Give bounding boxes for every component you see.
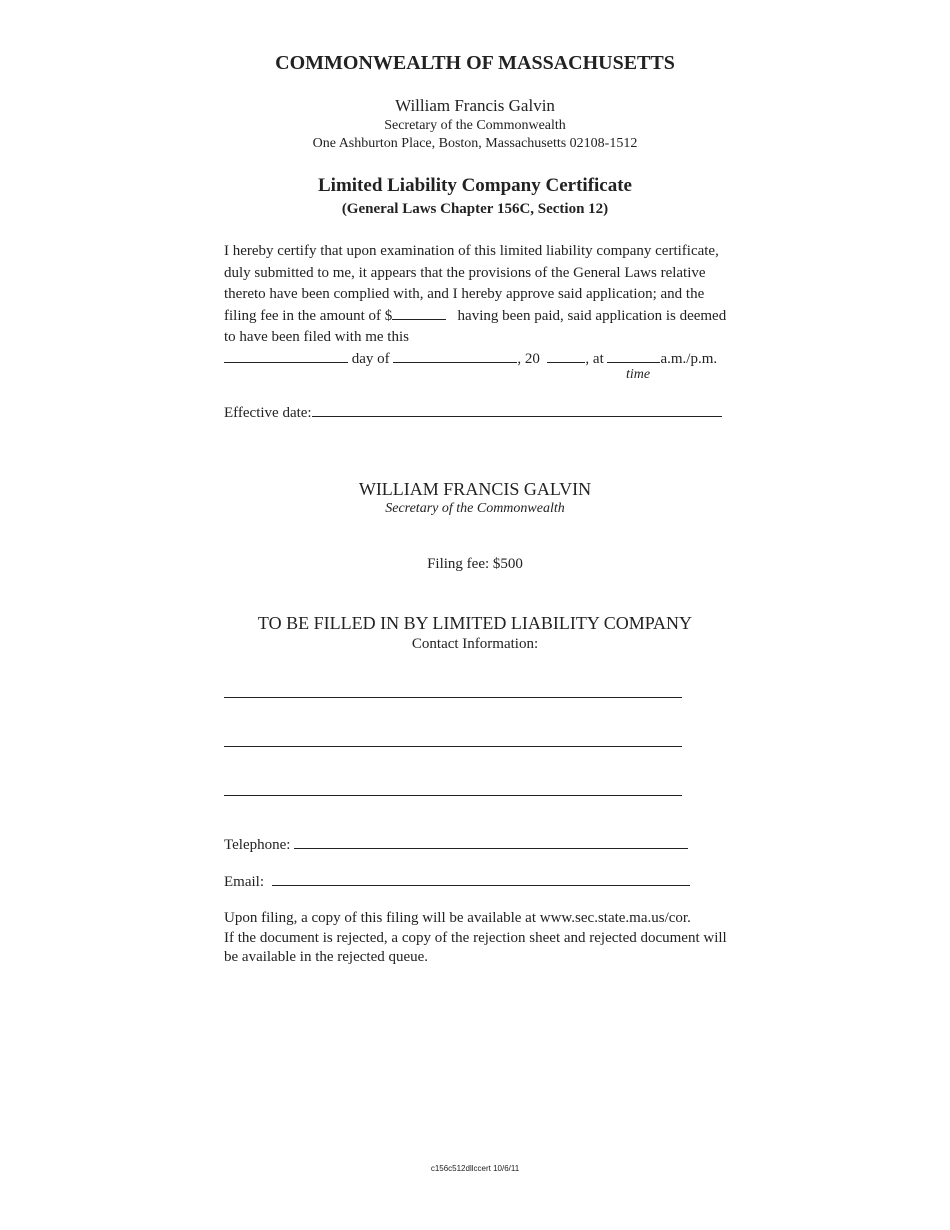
contact-line-1[interactable] xyxy=(224,697,682,698)
email-field[interactable] xyxy=(272,872,690,886)
telephone-field[interactable] xyxy=(294,835,688,849)
ampm-label: a.m./p.m. xyxy=(660,350,718,367)
contact-line-2[interactable] xyxy=(224,746,682,747)
certificate-subtitle: (General Laws Chapter 156C, Section 12) xyxy=(341,201,609,217)
certification-line: to have been filed with me this xyxy=(224,329,409,346)
certification-line: duly submitted to me, it appears that the provisions of the General Laws relative xyxy=(224,264,706,281)
time-blank[interactable] xyxy=(607,349,660,363)
at-label: , at xyxy=(585,350,604,367)
month-blank[interactable] xyxy=(393,349,517,363)
filing-fee: Filing fee: $500 xyxy=(427,556,523,572)
time-caption: time xyxy=(626,367,651,382)
effective-date-label: Effective date: xyxy=(224,405,312,421)
fee-amount-prefix: filing fee in the amount of $ xyxy=(224,307,393,324)
day-blank[interactable] xyxy=(224,349,348,363)
telephone-row xyxy=(224,835,688,857)
note-line: If the document is rejected, a copy of the rejection sheet and rejected document will xyxy=(224,929,727,946)
effective-date-row xyxy=(224,403,722,425)
year-prefix: , 20 xyxy=(517,350,540,367)
certification-line: I hereby certify that upon examination of this limited liability company certificate, xyxy=(224,243,719,259)
fee-amount-suffix: having been paid, said application is deemed xyxy=(457,307,727,324)
day-of-label: day of xyxy=(351,350,390,367)
email-label: Email: xyxy=(224,874,264,890)
company-section-heading: TO BE FILLED IN BY LIMITED LIABILITY COMPANY xyxy=(257,613,693,633)
contact-information-label: Contact Information: xyxy=(411,636,539,652)
signature-name: WILLIAM FRANCIS GALVIN xyxy=(358,479,592,499)
year-blank[interactable] xyxy=(547,349,585,363)
state-heading: COMMONWEALTH OF MASSACHUSETTS xyxy=(275,52,675,74)
official-name: William Francis Galvin xyxy=(395,96,555,115)
date-time-line xyxy=(224,349,726,371)
email-row xyxy=(224,872,690,894)
effective-date-blank[interactable] xyxy=(312,403,722,417)
official-title: Secretary of the Commonwealth xyxy=(384,118,566,133)
certification-line: thereto have been complied with, and I hereby approve said application; and the xyxy=(224,286,705,303)
note-line: be available in the rejected queue. xyxy=(224,949,429,965)
telephone-label: Telephone: xyxy=(224,837,291,853)
filing-notes xyxy=(224,909,727,968)
office-address: One Ashburton Place, Boston, Massachusetts 02108-1512 xyxy=(312,136,638,151)
certification-line xyxy=(224,306,726,328)
form-code: c156c512dllccert 10/6/11 xyxy=(430,1164,520,1173)
certification-paragraph xyxy=(224,241,726,371)
signature-title: Secretary of the Commonwealth xyxy=(385,501,565,516)
certificate-title: Limited Liability Company Certificate xyxy=(318,175,632,196)
note-line: Upon filing, a copy of this filing will be available at www.sec.state.ma.us/cor. xyxy=(224,910,691,926)
fee-amount-blank[interactable] xyxy=(392,306,446,320)
contact-line-3[interactable] xyxy=(224,795,682,796)
